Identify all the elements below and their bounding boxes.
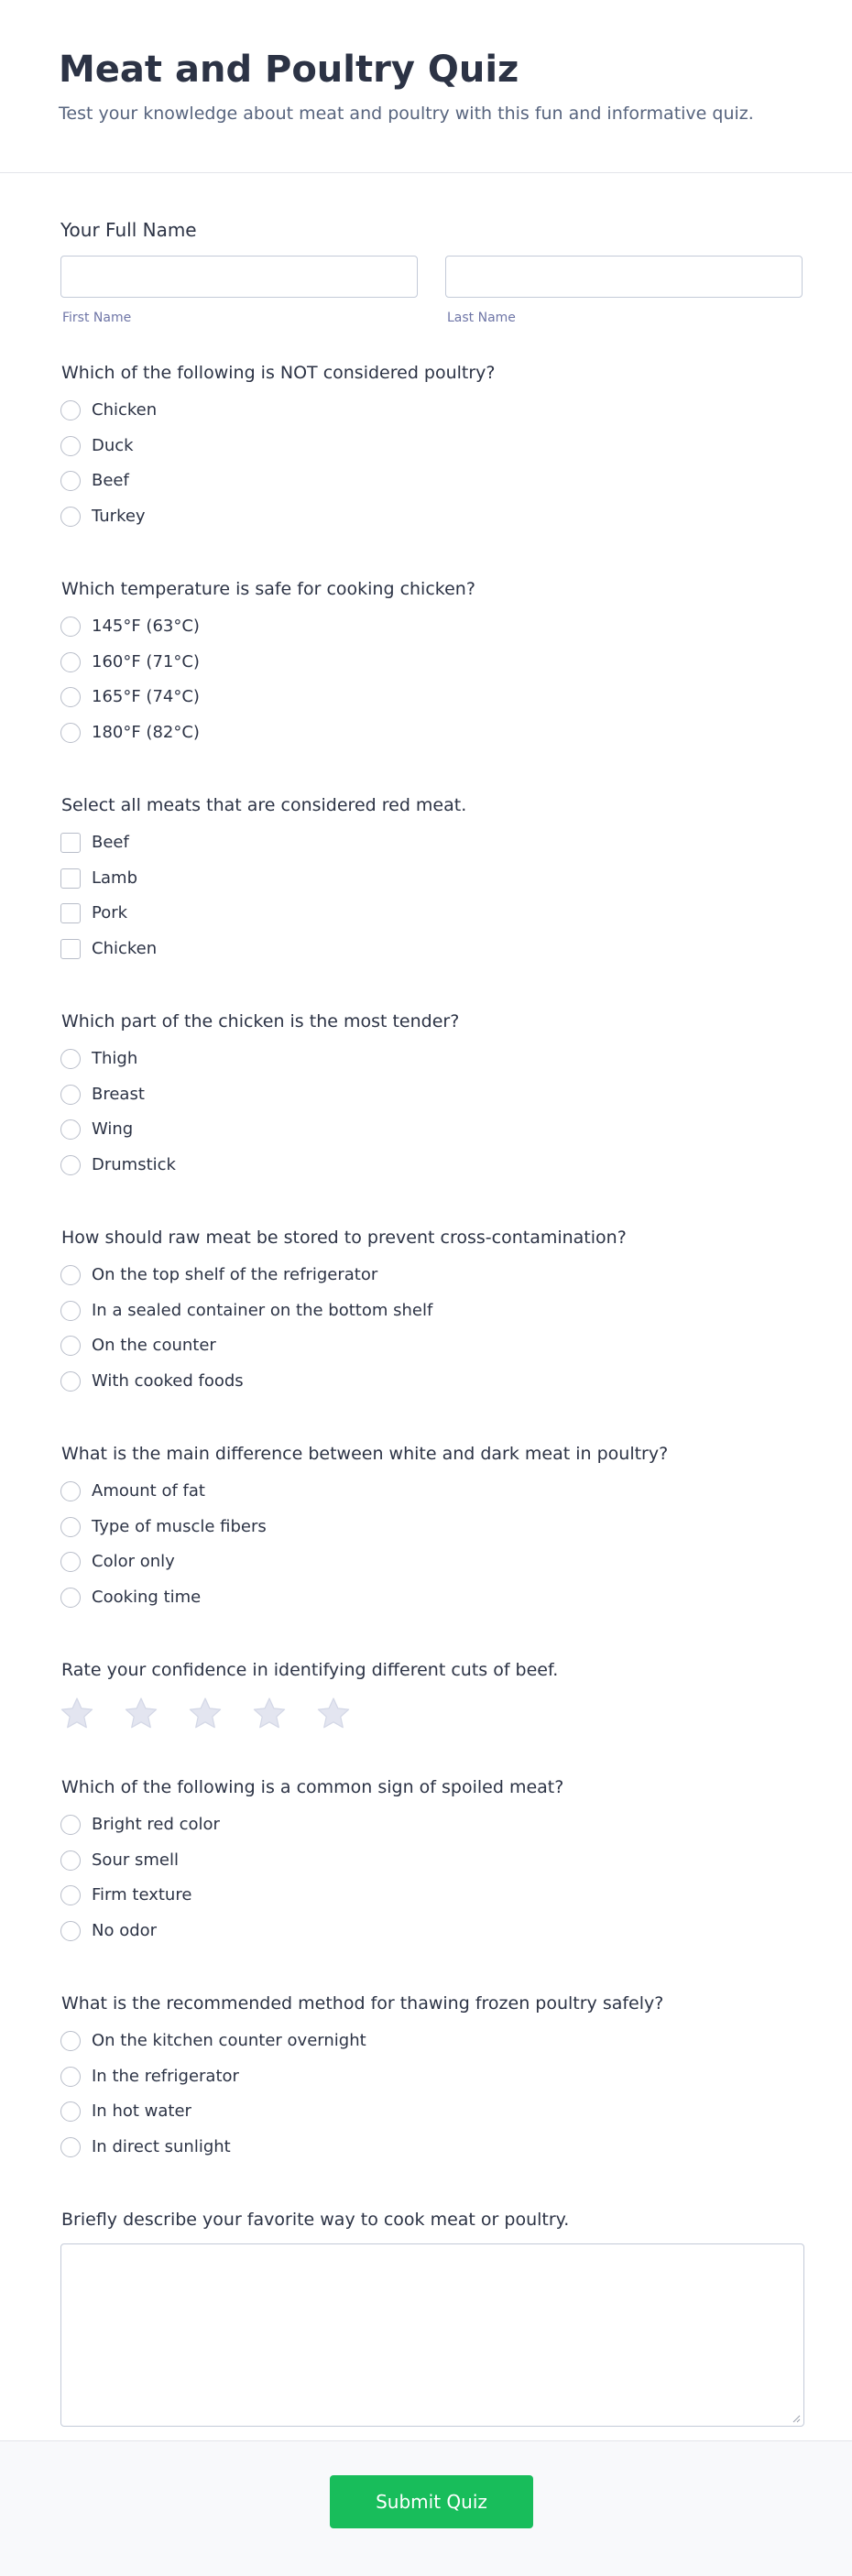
star-icon[interactable]	[187, 1696, 224, 1732]
option-label: Sour smell	[92, 1850, 179, 1870]
option-label: Bright red color	[92, 1815, 220, 1835]
quiz-form	[0, 173, 852, 2427]
radio-option[interactable]	[60, 499, 793, 535]
full-name-field	[60, 219, 793, 325]
option-label: On the top shelf of the refrigerator	[92, 1265, 378, 1285]
star-icon[interactable]	[123, 1696, 159, 1732]
star-icon[interactable]	[251, 1696, 288, 1732]
star-icon[interactable]	[59, 1696, 95, 1732]
radio-button[interactable]	[60, 400, 81, 420]
radio-button[interactable]	[60, 1588, 81, 1608]
radio-button[interactable]	[60, 1085, 81, 1105]
option-label: With cooked foods	[92, 1370, 244, 1391]
option-label: 180°F (82°C)	[92, 722, 200, 742]
option-label: Beef	[92, 471, 129, 491]
radio-button[interactable]	[60, 617, 81, 637]
page-title: Meat and Poultry Quiz	[59, 49, 519, 91]
question-label: Rate your confidence in identifying different cuts of beef.	[61, 1660, 559, 1680]
radio-button[interactable]	[60, 1265, 81, 1285]
checkbox-option[interactable]	[60, 861, 793, 897]
question-label: Select all meats that are considered red meat.	[61, 795, 467, 815]
checkbox-option[interactable]	[60, 932, 793, 967]
checkbox-box[interactable]	[60, 833, 81, 853]
radio-option[interactable]	[60, 464, 793, 499]
radio-button[interactable]	[60, 1119, 81, 1140]
radio-option[interactable]	[60, 1364, 793, 1400]
radio-option[interactable]	[60, 1042, 793, 1077]
option-label: On the kitchen counter overnight	[92, 2031, 366, 2051]
radio-option[interactable]	[60, 1148, 793, 1184]
radio-button[interactable]	[60, 507, 81, 527]
option-label: Lamb	[92, 868, 138, 888]
radio-option[interactable]	[60, 1258, 793, 1293]
question-3	[60, 794, 793, 966]
option-label: Amount of fat	[92, 1481, 205, 1501]
form-footer	[0, 2440, 852, 2576]
radio-option[interactable]	[60, 2094, 793, 2130]
option-label: In the refrigerator	[92, 2066, 239, 2086]
checkbox-box[interactable]	[60, 868, 81, 889]
first-name-sublabel: First Name	[62, 311, 132, 325]
option-label: Duck	[92, 435, 134, 455]
question-label: Which temperature is safe for cooking chicken?	[61, 579, 475, 599]
last-name-col	[445, 256, 803, 325]
question-8	[60, 1776, 793, 1948]
question-label: What is the recommended method for thawing frozen poultry safely?	[61, 1993, 664, 2014]
page-subtitle: Test your knowledge about meat and poultry with this fun and informative quiz.	[59, 104, 754, 124]
radio-button[interactable]	[60, 1301, 81, 1321]
question-label: How should raw meat be stored to prevent cross-contamination?	[61, 1228, 627, 1248]
star-icon[interactable]	[315, 1696, 352, 1732]
question-10	[60, 2209, 793, 2427]
question-label: Which of the following is a common sign of spoiled meat?	[61, 1777, 564, 1797]
radio-option[interactable]	[60, 429, 793, 464]
option-label: Wing	[92, 1119, 134, 1140]
question-9	[60, 1992, 793, 2165]
radio-button[interactable]	[60, 1921, 81, 1941]
last-name-sublabel: Last Name	[447, 311, 516, 325]
option-label: Beef	[92, 833, 129, 853]
option-label: 165°F (74°C)	[92, 687, 200, 707]
radio-option[interactable]	[60, 1474, 793, 1510]
radio-button[interactable]	[60, 1552, 81, 1572]
radio-option[interactable]	[60, 1077, 793, 1113]
question-6	[60, 1443, 793, 1615]
option-label: Breast	[92, 1084, 145, 1104]
radio-button[interactable]	[60, 723, 81, 743]
radio-button[interactable]	[60, 1850, 81, 1871]
radio-button[interactable]	[60, 471, 81, 491]
radio-button[interactable]	[60, 652, 81, 672]
first-name-col	[60, 256, 418, 325]
radio-button[interactable]	[60, 1155, 81, 1175]
radio-option[interactable]	[60, 1878, 793, 1914]
checkbox-box[interactable]	[60, 903, 81, 923]
option-label: Type of muscle fibers	[92, 1516, 267, 1536]
radio-option[interactable]	[60, 1328, 793, 1364]
option-label: Turkey	[92, 506, 146, 526]
radio-option[interactable]	[60, 2130, 793, 2166]
question-5	[60, 1227, 793, 1399]
radio-button[interactable]	[60, 687, 81, 707]
radio-option[interactable]	[60, 645, 793, 681]
question-1	[60, 362, 793, 534]
radio-button[interactable]	[60, 1481, 81, 1501]
option-label: Chicken	[92, 938, 158, 958]
radio-button[interactable]	[60, 1885, 81, 1905]
radio-option[interactable]	[60, 715, 793, 751]
question-label: What is the main difference between white and dark meat in poultry?	[61, 1444, 669, 1464]
resize-grip-icon[interactable]	[792, 2414, 801, 2423]
question-label: Which of the following is NOT considered poultry?	[61, 363, 496, 383]
last-name-input[interactable]	[445, 256, 803, 298]
radio-option[interactable]	[60, 1112, 793, 1148]
option-label: Chicken	[92, 400, 158, 420]
checkbox-option[interactable]	[60, 896, 793, 932]
radio-button[interactable]	[60, 2067, 81, 2087]
question-label: Briefly describe your favorite way to cook meat or poultry.	[61, 2210, 570, 2230]
radio-button[interactable]	[60, 1371, 81, 1392]
radio-option[interactable]	[60, 393, 793, 429]
radio-option[interactable]	[60, 1580, 793, 1616]
radio-option[interactable]	[60, 2024, 793, 2059]
question-label: Which part of the chicken is the most tender?	[61, 1011, 460, 1031]
radio-button[interactable]	[60, 1815, 81, 1835]
first-name-input[interactable]	[60, 256, 418, 298]
radio-option[interactable]	[60, 1807, 793, 1843]
option-label: In direct sunlight	[92, 2136, 231, 2156]
radio-option[interactable]	[60, 2059, 793, 2095]
option-label: Cooking time	[92, 1587, 202, 1607]
option-label: In a sealed container on the bottom shelf	[92, 1300, 433, 1320]
name-inputs-row	[60, 256, 793, 325]
radio-option[interactable]	[60, 1545, 793, 1580]
option-label: No odor	[92, 1920, 158, 1940]
option-label: Thigh	[92, 1049, 138, 1069]
submit-quiz-button[interactable]: Submit Quiz	[330, 2475, 533, 2528]
radio-option[interactable]	[60, 609, 793, 645]
radio-button[interactable]	[60, 2031, 81, 2051]
radio-button[interactable]	[60, 1049, 81, 1069]
option-label: Firm texture	[92, 1885, 192, 1905]
star-rating	[59, 1696, 793, 1732]
questions-list	[60, 362, 793, 2427]
radio-option[interactable]	[60, 1293, 793, 1329]
option-label: On the counter	[92, 1336, 216, 1356]
option-label: 160°F (71°C)	[92, 651, 200, 671]
question-2	[60, 578, 793, 750]
radio-option[interactable]	[60, 1914, 793, 1949]
question-7	[60, 1659, 793, 1732]
radio-option[interactable]	[60, 1843, 793, 1879]
radio-option[interactable]	[60, 680, 793, 715]
option-label: In hot water	[92, 2101, 191, 2122]
option-label: Drumstick	[92, 1154, 176, 1174]
checkbox-box[interactable]	[60, 939, 81, 959]
question-4	[60, 1010, 793, 1183]
radio-button[interactable]	[60, 1336, 81, 1356]
radio-option[interactable]	[60, 1510, 793, 1545]
answer-textarea[interactable]	[60, 2243, 804, 2427]
option-label: 145°F (63°C)	[92, 617, 200, 637]
option-label: Color only	[92, 1552, 175, 1572]
full-name-label: Your Full Name	[60, 219, 197, 241]
radio-button[interactable]	[60, 1517, 81, 1537]
radio-button[interactable]	[60, 2101, 81, 2122]
form-header	[0, 0, 852, 173]
checkbox-option[interactable]	[60, 825, 793, 861]
option-label: Pork	[92, 903, 128, 923]
radio-button[interactable]	[60, 436, 81, 456]
radio-button[interactable]	[60, 2137, 81, 2157]
